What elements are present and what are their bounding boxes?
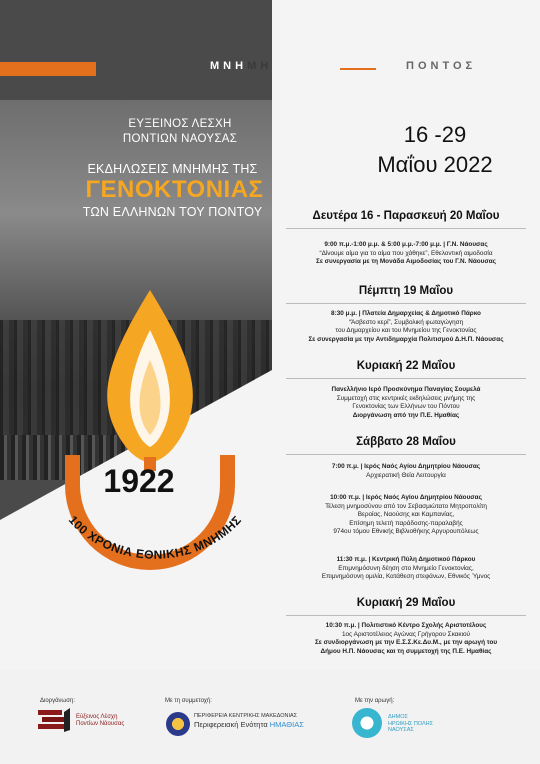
motto-mnimi [210,60,272,72]
club-line-1: ΕΥΞΕΙΝΟΣ ΛΕΣΧΗ [128,118,232,130]
dates-line-1: 16 -29 [403,122,467,147]
event-note: Σε συνδιοργάνωση με την Ε.Σ.Σ.Κε.Δυ.Μ., με την αρωγή του [314,639,498,647]
partner-label: Με τη συμμετοχή: [165,698,212,704]
event-desc: Τέλεση μνημοσύνου από τον Σεβασμιώτατο Μητροπολίτη [325,502,487,510]
support-label: Με την αρωγή: [355,698,395,704]
motto-dash [340,68,376,70]
day-heading-text: Κυριακή 29 Μαΐου [356,597,456,609]
day-heading [272,285,540,304]
partner-name [194,713,304,730]
day-heading-text: Σάββατο 28 Μαΐου [356,436,456,448]
event-desc: Επίσημη τελετή παράδοσης-παραλαβής [349,519,463,527]
title-line-2: ΓΕΝΟΚΤΟΝΙΑΣ [85,176,264,203]
event-desc: Γενοκτονίας των Ελλήνων του Πόντου [352,403,460,411]
event-time-place: 7:00 π.μ. | Ιερός Ναός Αγίου Δημητρίου Νάουσας [331,463,481,470]
event-block [278,463,534,480]
support-name-3: ΝΑΟΥΣΑΣ [388,727,414,733]
event-note: Σε συνεργασία με την Αντιδημαρχία Πολιτισμού Δ.Η.Π. Νάουσας [308,335,504,343]
title-line-1: ΕΚΔΗΛΩΣΕΙΣ ΜΝΗΜΗΣ ΤΗΣ [87,162,258,176]
year-label: 1922 [103,463,175,499]
header-motto [210,60,530,78]
municipality-seal-icon [352,708,382,738]
day-divider [286,303,526,304]
event-time-place: Πανελλήνιο Ιερό Προσκύνημα Παναγίας Σουμελά [331,386,481,393]
partner-name-1: ΠΕΡΙΦΕΡΕΙΑ ΚΕΝΤΡΙΚΗΣ ΜΑΚΕΔΟΝΙΑΣ [194,713,298,719]
club-name [90,117,270,147]
event-time-place: 10:30 π.μ. | Πολιτιστικό Κέντρο Σχολής Αριστοτέλους [325,622,487,629]
event-block [278,556,534,582]
event-block [278,494,534,537]
day-heading [272,210,540,229]
day-heading-text: Κυριακή 22 Μαΐου [356,360,456,372]
event-note: Διοργάνωση από την Π.Ε. Ημαθίας [352,411,460,419]
event-desc: “Άσβεστο κερί”, Συμβολική φωταγώγηση [348,318,464,326]
organizer-name [76,714,124,727]
arc-caption [35,480,275,590]
event-block [278,310,534,344]
dates-line-2: Μαΐου 2022 [377,152,493,177]
day-divider [286,454,526,455]
event-time-place: 8:30 μ.μ. | Πλατεία Δημαρχείας & Δημοτικό Πάρκο [331,310,481,317]
event-block [278,241,534,267]
event-note: Σε συνεργασία με τη Μονάδα Αιμοδοσίας του Γ.Ν. Νάουσας [315,258,496,266]
event-block [278,622,534,656]
day-heading-text: Δευτέρα 16 - Παρασκευή 20 Μαΐου [312,210,500,222]
event-time-place: 10:00 π.μ. | Ιερός Ναός Αγίου Δημητρίου Νάουσας [330,494,482,501]
day-divider [286,228,526,229]
event-desc: Επιμνημόσυνη δέηση στο Μνημείο Γενοκτονίας, [338,564,474,572]
day-heading [272,597,540,616]
arc-caption-text: 100 ΧΡΟΝΙΑ ΕΘΝΙΚΗΣ ΜΝΗΜΗΣ [65,512,245,562]
event-block [278,386,534,420]
partner-name-3: ΗΜΑΘΙΑΣ [269,719,304,729]
svg-text:100 ΧΡΟΝΙΑ ΕΘΝΙΚΗΣ ΜΝΗΜΗΣ [66,513,244,562]
support-name-2: ΗΡΩΙΚΗΣ ΠΟΛΗΣ [388,720,434,727]
motto-mnimi-light: ΜΝΗ [210,60,248,72]
organizer-name-1: Εύξεινος Λέσχη [76,714,118,720]
event-desc: “Δίνουμε αίμα για το αίμα που χάθηκε”, Εθελοντική αιμοδοσία [319,249,493,257]
event-desc: Συμμετοχή στις κεντρικές εκδηλώσεις μνήμης της [336,394,476,402]
day-heading [272,436,540,455]
event-desc: Αρχιερατική Θεία Λειτουργία [366,471,446,479]
event-dates [350,120,520,180]
orange-accent-bar [0,62,96,76]
support-name [388,714,433,734]
event-time-place: 11:30 π.μ. | Κεντρική Πύλη Δημοτικού Πάρκου [336,556,476,563]
event-desc: 974ου τόμου Εθνικής Βιβλιοθήκης Αργυρουπόλεως [333,528,479,536]
club-logo-icon [36,706,72,736]
support-name-1: ΔΗΜΟΣ [388,714,408,720]
event-desc: Επιμνημόσυνη ομιλία, Κατάθεση στεφάνων, Εθνικός Ύμνος [321,573,491,581]
day-divider [286,615,526,616]
event-time-place: 9:00 π.μ.-1:00 μ.μ. & 5:00 μ.μ.-7:00 μ.μ. | Γ.Ν. Νάουσας [324,241,488,248]
title-line-3: ΤΩΝ ΕΛΛΗΝΩΝ ΤΟΥ ΠΟΝΤΟΥ [82,205,263,219]
motto-pontos: ΠΟΝΤΟΣ [406,60,477,72]
day-heading-text: Πέμπτη 19 Μαΐου [358,285,454,297]
event-desc: Βεροίας, Ναούσης και Καμπανίας, [357,511,455,519]
club-line-2: ΠΟΝΤΙΩΝ ΝΑΟΥΣΑΣ [122,133,238,145]
partner-name-2: Περιφερειακή Ενότητα [194,719,268,729]
day-divider [286,378,526,379]
event-note: Δήμου Η.Π. Νάουσας και τη συμμετοχή της Π.Ε. Ημαθίας [320,647,492,655]
motto-mnimi-dark: ΜΗ [247,60,273,72]
region-seal-icon [166,712,190,736]
event-desc: του Δημαρχείου και του Μνημείου της Γενοκτονίας [335,327,477,335]
organizer-label: Διοργάνωση: [40,698,75,704]
day-heading [272,360,540,379]
event-desc: 1ος Αριστοτέλειος Αγώνας Γρήγορου Σκακιού [341,630,471,638]
organizer-name-2: Ποντίων Νάουσας [76,720,125,727]
